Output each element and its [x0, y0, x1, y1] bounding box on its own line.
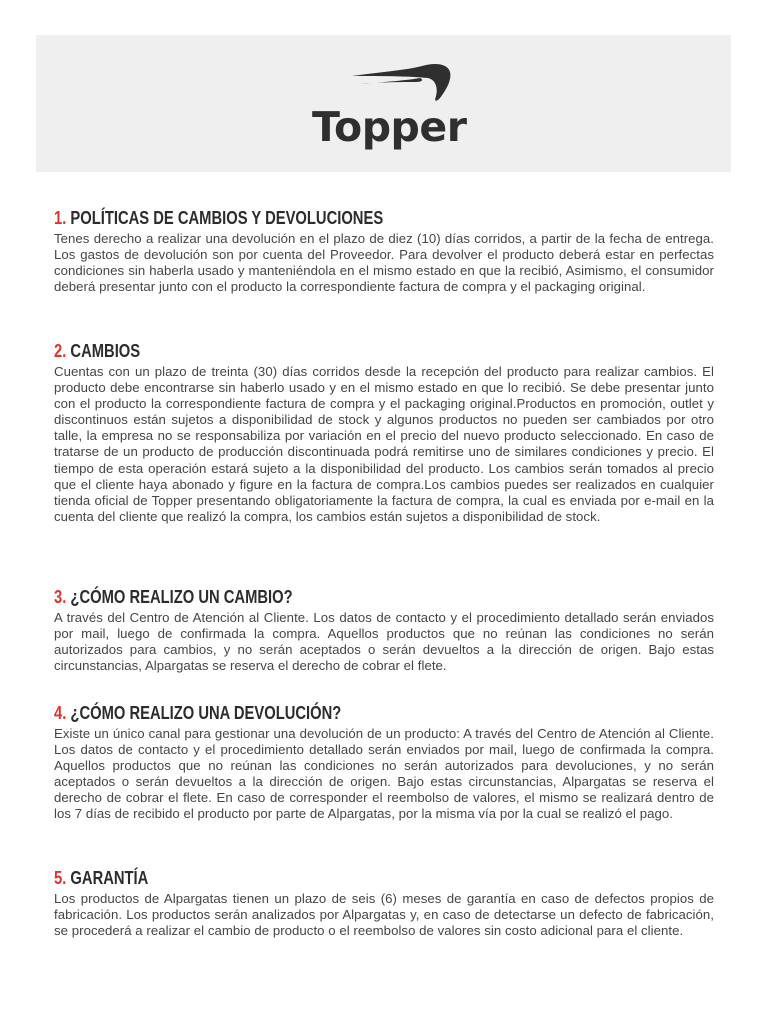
section-number: 5. — [54, 868, 67, 888]
section-garantia — [54, 867, 714, 939]
section-title: CAMBIOS — [70, 341, 141, 361]
section-cambios — [54, 340, 714, 525]
brand-wordmark: Topper — [312, 103, 467, 151]
topper-logo-icon — [350, 58, 454, 108]
section-body: Tenes derecho a realizar una devolución en el plazo de diez (10) días corridos, a partir de la fecha de entrega. Los gastos de devolución son por cuenta del Proveedor. Para devolver el producto deberá estar en perfectas condiciones sin haberla usado y manteniéndola en el mismo estado en que la recibió, Asimismo, el consumidor deberá presentar junto con el producto la correspondiente factura de compra y el packaging original. — [54, 231, 714, 295]
section-policies — [54, 207, 714, 295]
section-number: 3. — [54, 587, 67, 607]
section-number: 4. — [54, 703, 67, 723]
section-heading — [54, 207, 595, 229]
section-heading — [54, 586, 595, 608]
section-title: ¿CÓMO REALIZO UNA DEVOLUCIÓN? — [70, 703, 342, 723]
section-number: 2. — [54, 341, 67, 361]
section-heading — [54, 702, 595, 724]
section-body: Los productos de Alpargatas tienen un plazo de seis (6) meses de garantía en caso de defectos propios de fabricación. Los productos serán analizados por Alpargatas y, en caso de detectarse un defecto de fabricación, se procederá a realizar el cambio de producto o el reembolso de valores sin costo adicional para el cliente. — [54, 891, 714, 939]
section-como-devolucion — [54, 702, 714, 823]
section-body: Existe un único canal para gestionar una devolución de un producto: A través del Centro de Atención al Cliente. Los datos de contacto y el procedimiento detallado serán enviados por mail, luego de confirmada la compra. Aquellos productos que no reúnan las condiciones no serán autorizados para devoluciones, y no serán aceptados o serán devueltos a la dirección de origen. Bajo estas circunstancias, Alpargatas se reserva el derecho de cobrar el flete. En caso de corresponder el reembolso de valores, el mismo se realizará dentro de los 7 días de recibido el producto por parte de Alpargatas, por la misma vía por la cual se realizó el pago. — [54, 726, 714, 822]
section-title: ¿CÓMO REALIZO UN CAMBIO? — [70, 587, 293, 607]
section-heading — [54, 340, 595, 362]
section-body: A través del Centro de Atención al Cliente. Los datos de contacto y el procedimiento detallado serán enviados por mail, luego de confirmada la compra. Aquellos productos que no reúnan las condiciones no serán autorizados para cambios, y no serán aceptados o serán devueltos a la dirección de origen. Bajo estas circunstancias, Alpargatas se reserva el derecho de cobrar el flete. — [54, 610, 714, 674]
section-title: GARANTÍA — [70, 868, 149, 888]
section-heading — [54, 867, 595, 889]
section-como-cambio — [54, 586, 714, 674]
section-body: Cuentas con un plazo de treinta (30) días corridos desde la recepción del producto para realizar cambios. El producto debe encontrarse sin haberlo usado y en el mismo estado en que lo recibió. Se debe presentar junto con el producto la correspondiente factura de compra y el packaging original.Productos en promoción, outlet y discontinuos están sujetos a disponibilidad de stock y algunos productos no pueden ser cambiados por otro talle, la empresa no se responsabiliza por variación en el precio del nuevo producto seleccionado. En caso de tratarse de un producto de producción discontinuada podrá remitirse uno de similares condiciones y precio. El tiempo de esta operación estará sujeto a la disponibilidad del producto. Los cambios serán tomados al precio que el cliente haya abonado y figure en la factura de compra.Los cambios puedes ser realizados en cualquier tienda oficial de Topper presentando obligatoriamente la factura de compra, la cual es enviada por e-mail en la cuenta del cliente que realizó la compra, los cambios están sujetos a disponibilidad de stock. — [54, 364, 714, 524]
section-number: 1. — [54, 208, 67, 228]
section-title: POLÍTICAS DE CAMBIOS Y DEVOLUCIONES — [70, 208, 384, 228]
